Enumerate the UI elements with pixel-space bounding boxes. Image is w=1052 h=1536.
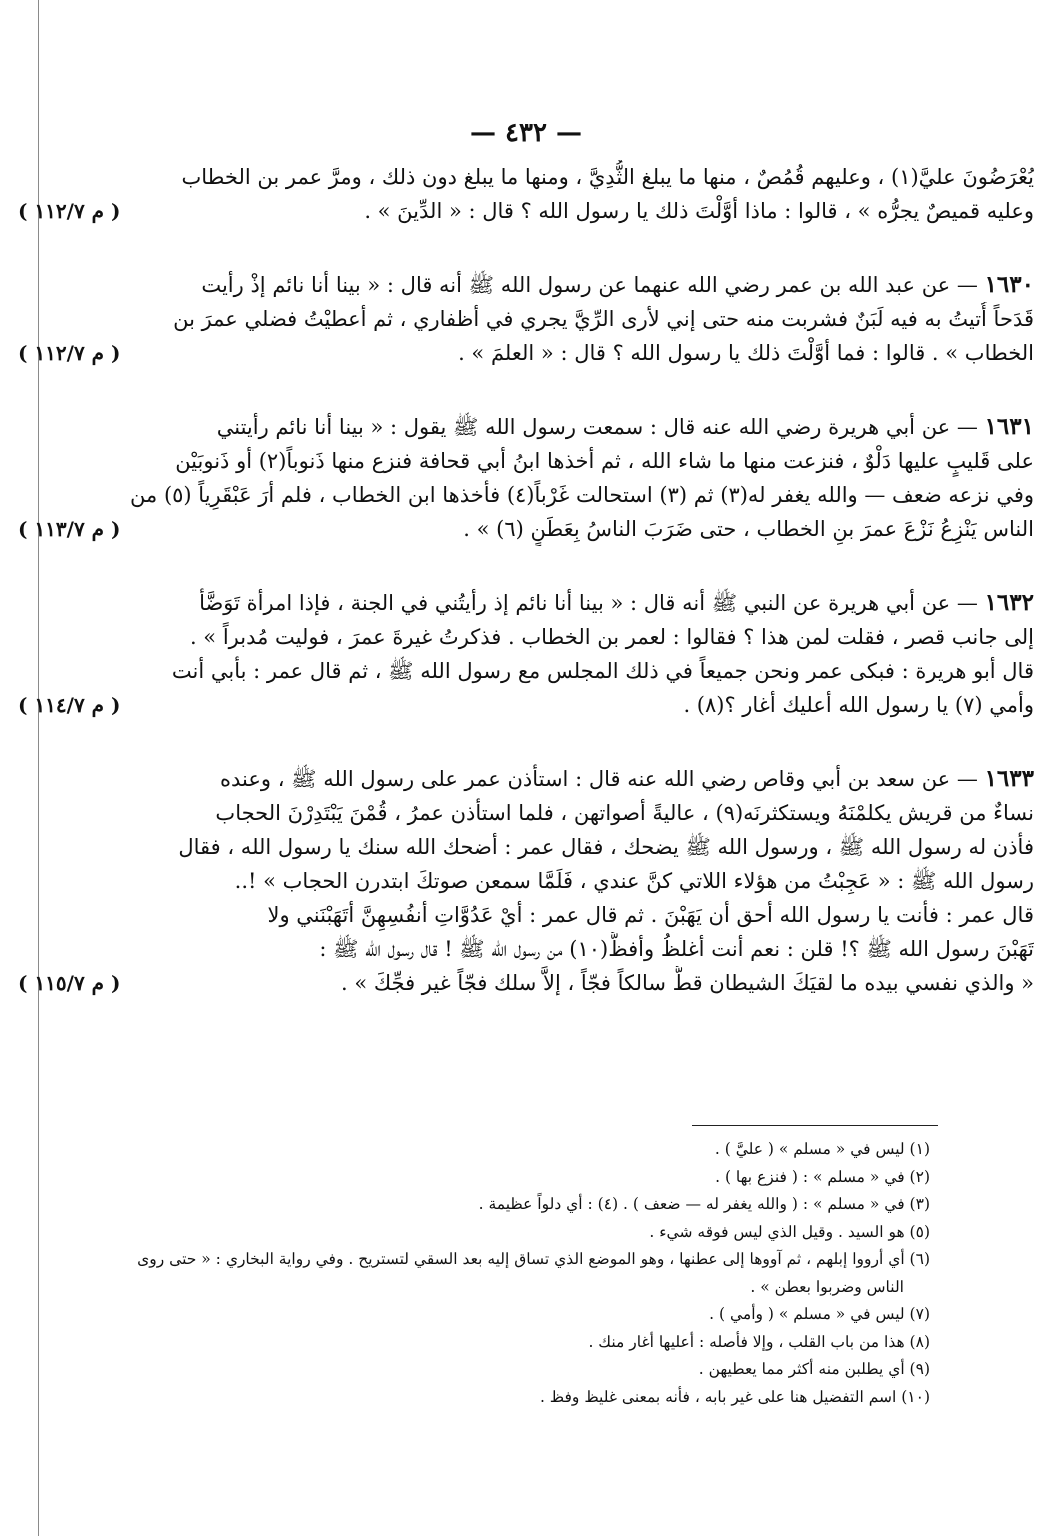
source-reference: ( م ١١٣/٧ ) (18, 517, 121, 541)
text-line (18, 830, 1034, 864)
line-text: قال أبو هريرة : فبكى عمر ونحن جميعاً في ذلك المجلس مع رسول الله ﷺ ، ثم قال عمر : بأبي أنت (171, 659, 1034, 683)
footnote: (٨) هذا من باب القلب ، وإلا فأصله : أعليها أغار منك . (588, 1332, 930, 1351)
hadith-number: ١٦٣١ (984, 413, 1034, 440)
line-text: الخطاب » . قالوا : فما أوَّلْتَ ذلك يا رسول الله ؟ قال : « العلمَ » . (458, 341, 1034, 365)
text-line (18, 336, 1034, 370)
hadith-paragraph (18, 160, 1034, 228)
page-number: — ٤٣٢ — (469, 118, 583, 148)
footnote-separator (692, 1125, 938, 1126)
line-text (220, 762, 1034, 796)
line-text: الناس يَنْزِعُ نَزْعَ عمرَ بنِ الخطاب ، حتى ضَرَبَ الناسُ بِعَطَنٍ (٦) » . (463, 517, 1034, 541)
line-text: يُعْرَضُونَ عليَّ(١) ، وعليهم قُمُصٌ ، منها ما يبلغ الثُّدِيَّ ، ومنها ما يبلغ دون ذلك ، ومرَّ عمر بن الخطاب (181, 165, 1034, 189)
hadith-paragraph (18, 410, 1034, 546)
line-text (201, 268, 1034, 302)
line-text (199, 586, 1034, 620)
text-line (18, 160, 1034, 194)
line-content: — عن سعد بن أبي وقاص رضي الله عنه قال : استأذن عمر على رسول الله ﷺ ، وعنده (220, 767, 978, 791)
footnote: (٥) هو السيد . وقيل الذي ليس فوقه شيء . (649, 1222, 930, 1241)
line-text: « والذي نفسي بيده ما لقيَكَ الشيطان قطُّ سالكاً فجّاً ، إلاَّ سلك فجّاً غير فجِّكَ » . (340, 971, 1034, 995)
text-line (18, 762, 1034, 796)
source-reference: ( م ١١٢/٧ ) (18, 341, 121, 365)
line-content: — عن أبي هريرة رضي الله عنه قال : سمعت رسول الله ﷺ يقول : « بينا أنا نائم رأيتني (216, 415, 978, 439)
hadith-number: ١٦٣٣ (984, 765, 1034, 792)
line-content: — عن عبد الله بن عمر رضي الله عنهما عن رسول الله ﷺ أنه قال : « بينا أنا نائم إذْ رأيت (201, 273, 978, 297)
footnotes (22, 1136, 930, 1411)
line-text: وفي نزعه ضعف — والله يغفر له(٣) ثم (٣) استحالت غَرْباً(٤) فأخذها ابن الخطاب ، فلم أرَ عَبْقَرِياً (٥) من (130, 483, 1034, 507)
source-reference: ( م ١١٥/٧ ) (18, 971, 121, 995)
text-line (18, 796, 1034, 830)
line-text: قال عمر : فأنت يا رسول الله أحق أن يَهَبْنَ . ثم قال عمر : أيْ عَدُوَّاتِ أنفُسِهِنَّ أتَهَبْنَني ولا (267, 903, 1034, 927)
footnote-continuation: الناس وضربوا بعطن » . (750, 1277, 904, 1296)
hadith-body (18, 160, 1034, 1040)
text-line (18, 654, 1034, 688)
line-text: وعليه قميصٌ يجرُّه » ، قالوا : ماذا أوَّلْتَ ذلك يا رسول الله ؟ قال : « الدِّينَ » . (364, 199, 1034, 223)
footnote: (٢) في « مسلم » : ( فنزع بها ) . (715, 1167, 930, 1186)
text-line (18, 268, 1034, 302)
line-text: رسول الله ﷺ : « عَجِبْتُ من هؤلاء اللاتي كنَّ عندي ، فَلَمَّا سمعن صوتكَ ابتدرن الحجاب » !.. (234, 869, 1034, 893)
text-line (18, 620, 1034, 654)
hadith-paragraph (18, 268, 1034, 370)
footnote: (٦) أي أرووا إبلهم ، ثم آووها إلى عطنها ، وهو الموضع الذي تساق إليه بعد السقي لتستريح . وفي رواية البخاري : « حتى روى (137, 1250, 930, 1268)
text-line (18, 966, 1034, 1000)
hadith-paragraph (18, 586, 1034, 722)
footnote: (٧) ليس في « مسلم » ( وأمي ) . (709, 1305, 930, 1323)
source-reference: ( م ١١٢/٧ ) (18, 199, 121, 223)
line-content: — عن أبي هريرة عن النبي ﷺ أنه قال : « بينا أنا نائم إذ رأيتُني في الجنة ، فإذا امرأة تَوَضَّأ (199, 591, 978, 615)
hadith-number: ١٦٣٢ (984, 589, 1034, 616)
hadith-number: ١٦٣٠ (984, 271, 1034, 298)
footnote: (٩) أي يطلبن منه أكثر مما يعطيهن . (698, 1360, 930, 1378)
footnote: (٣) في « مسلم » : ( والله يغفر له — ضعف ) . (٤) : أي دلواً عظيمة . (478, 1195, 930, 1213)
line-text: تَهَبْنَ رسول الله ﷺ ؟! قلن : نعم أنت أغلظُ وأفظُّ(١٠) من رسول الله ﷺ ! قال رسول الله ﷺ : (319, 937, 1034, 961)
text-line (18, 864, 1034, 898)
text-line (18, 194, 1034, 228)
hadith-paragraph (18, 762, 1034, 1000)
line-text: وأمي (٧) يا رسول الله أعليك أغار ؟(٨) . (683, 693, 1034, 717)
line-text: إلى جانب قصر ، فقلت لمن هذا ؟ فقالوا : لعمر بن الخطاب . فذكرتُ غيرةَ عمرَ ، فوليت مُدبراً » . (189, 625, 1034, 649)
line-text (217, 410, 1034, 444)
text-line (18, 898, 1034, 932)
footnote: (١) ليس في « مسلم » ( عليَّ ) . (714, 1140, 930, 1158)
line-text: قَدَحاً أُتيتُ به فيه لَبَنٌ فشربت منه حتى إني لأرى الرِّيَّ يجري في أظفاري ، ثم أعطيْتُ فضلي عمرَ بن (173, 307, 1034, 331)
text-line (18, 512, 1034, 546)
text-line (18, 688, 1034, 722)
source-reference: ( م ١١٤/٧ ) (18, 693, 121, 717)
text-line (18, 932, 1034, 966)
text-line (18, 478, 1034, 512)
line-text: على قَليبٍ عليها دَلْوٌ ، فنزعت منها ما شاء الله ، ثم أخذها ابنُ أبي قحافة فنزع منها ذَنوباً(٢) أو ذَنوبَيْن (175, 449, 1034, 473)
line-text: فأذن له رسول الله ﷺ ، ورسول الله ﷺ يضحك ، فقال عمر : أضحك الله سنك يا رسول الله ، فقال (178, 835, 1034, 859)
text-line (18, 410, 1034, 444)
line-text: نساءٌ من قريش يكلمْنَهُ ويستكثرنَه(٩) ، عاليةً أصواتهن ، فلما استأذن عمرُ ، قُمْنَ يَبْتَدِرْنَ الحجاب (215, 801, 1034, 825)
text-line (18, 586, 1034, 620)
text-line (18, 444, 1034, 478)
footnote: (١٠) اسم التفضيل هنا على غير بابه ، فأنه بمعنى غليظ وفظ . (539, 1387, 930, 1406)
text-line (18, 302, 1034, 336)
